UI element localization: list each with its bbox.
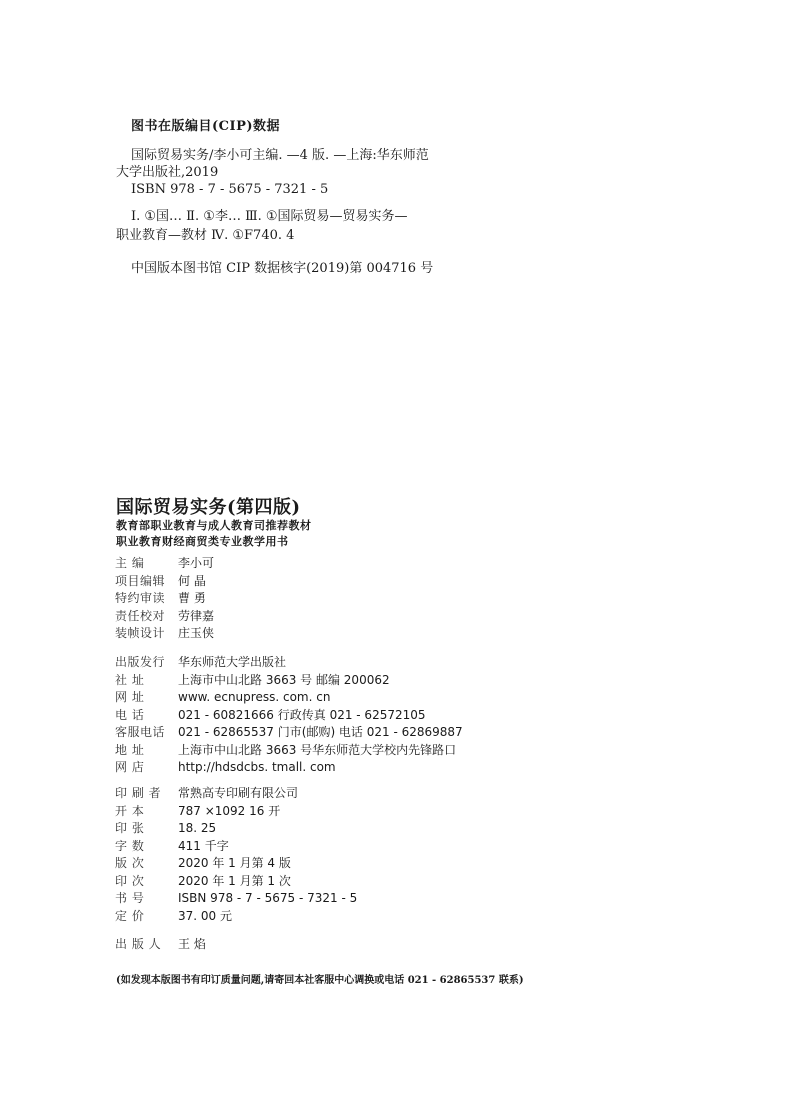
credit-label: 责任校对 <box>115 608 166 623</box>
cip-record-number: 中国版本图书馆 CIP 数据核字(2019)第 004716 号 <box>131 261 434 276</box>
publisher-row <box>115 707 463 725</box>
publisher-label: 社 址 <box>115 672 145 687</box>
credit-row <box>115 573 214 591</box>
publisher-person-row <box>115 936 206 954</box>
publisher-row <box>115 654 463 672</box>
print-row <box>115 820 357 838</box>
publisher-value: 021 - 60821666 行政传真 021 - 62572105 <box>178 707 426 722</box>
publisher-row <box>115 724 463 742</box>
publisher-row <box>115 742 463 760</box>
publisher-label: 网 店 <box>115 760 145 774</box>
credit-label: 主 编 <box>115 556 145 570</box>
publisher-value: 上海市中山北路 3663 号华东师范大学校内先锋路口 <box>178 742 457 757</box>
print-label: 书 号 <box>115 891 145 905</box>
credit-value: 李小可 <box>178 556 215 570</box>
credit-label: 特约审读 <box>115 591 166 605</box>
credit-value: 劳律嘉 <box>178 608 215 623</box>
print-isbn: ISBN 978 - 7 - 5675 - 7321 - 5 <box>178 891 358 905</box>
book-subtitle: 教育部职业教育与成人教育司推荐教材 <box>116 519 312 532</box>
publisher-person-value: 王 焰 <box>178 937 206 951</box>
print-label: 印 刷 者 <box>115 786 162 800</box>
print-row <box>115 785 357 803</box>
print-label: 开 本 <box>115 803 145 818</box>
credit-label: 装帧设计 <box>115 626 166 640</box>
print-row <box>115 873 357 891</box>
publisher-row <box>115 672 463 690</box>
print-value: 411 千字 <box>178 838 229 853</box>
print-value: 常熟高专印刷有限公司 <box>178 786 299 800</box>
print-info-block <box>115 785 357 925</box>
print-value: 2020 年 1 月第 4 版 <box>178 856 291 870</box>
cip-classification-line: Ⅰ. ①国… Ⅱ. ①李… Ⅲ. ①国际贸易—贸易实务— <box>131 209 408 224</box>
publisher-row <box>115 759 463 777</box>
cip-isbn-line: ISBN 978 - 7 - 5675 - 7321 - 5 <box>131 182 329 197</box>
publisher-label: 出版发行 <box>115 655 166 669</box>
print-row <box>115 838 357 856</box>
cip-title: 图书在版编目(CIP)数据 <box>131 119 281 134</box>
credit-label: 项目编辑 <box>115 573 166 588</box>
publisher-label: 地 址 <box>115 742 145 757</box>
print-row <box>115 855 357 873</box>
publisher-label: 客服电话 <box>115 725 166 739</box>
print-value: 787 ×1092 16 开 <box>178 803 281 818</box>
print-label: 字 数 <box>115 838 145 853</box>
publisher-website: www. ecnupress. com. cn <box>178 690 331 704</box>
cip-entry-line: 大学出版社,2019 <box>116 165 219 180</box>
print-row <box>115 908 357 926</box>
credit-value: 庄玉侠 <box>178 626 215 640</box>
credit-row <box>115 625 214 643</box>
publisher-person-block <box>115 936 206 954</box>
publisher-block <box>115 654 463 777</box>
print-row <box>115 803 357 821</box>
print-value: 2020 年 1 月第 1 次 <box>178 873 291 888</box>
publisher-value: 上海市中山北路 3663 号 邮编 200062 <box>178 672 390 687</box>
publisher-value: 021 - 62865537 门市(邮购) 电话 021 - 62869887 <box>178 725 463 739</box>
cip-entry-line: 国际贸易实务/李小可主编. —4 版. —上海:华东师范 <box>131 148 429 163</box>
credit-value: 曹 勇 <box>178 591 206 605</box>
print-row <box>115 890 357 908</box>
publisher-row <box>115 689 463 707</box>
credits-block <box>115 555 214 643</box>
print-label: 印 次 <box>115 873 145 888</box>
print-label: 版 次 <box>115 856 145 870</box>
credit-row <box>115 590 214 608</box>
publisher-label: 网 址 <box>115 690 145 704</box>
book-subtitle: 职业教育财经商贸类专业教学用书 <box>116 535 289 548</box>
footnote: (如发现本版图书有印订质量问题,请寄回本社客服中心调换或电话 021 - 62865537 联系) <box>116 975 524 986</box>
book-title: 国际贸易实务(第四版) <box>116 497 301 518</box>
publisher-value: 华东师范大学出版社 <box>178 655 287 669</box>
credit-row <box>115 608 214 626</box>
credit-row <box>115 555 214 573</box>
credit-value: 何 晶 <box>178 573 206 588</box>
publisher-person-label: 出 版 人 <box>115 937 162 951</box>
publisher-label: 电 话 <box>115 707 145 722</box>
print-value: 18. 25 <box>178 821 217 835</box>
print-label: 印 张 <box>115 821 145 835</box>
print-price: 37. 00 元 <box>178 908 232 923</box>
print-label: 定 价 <box>115 908 145 923</box>
cip-classification-line: 职业教育—教材 Ⅳ. ①F740. 4 <box>116 228 295 243</box>
publisher-shop-url: http://hdsdcbs. tmall. com <box>178 760 336 774</box>
